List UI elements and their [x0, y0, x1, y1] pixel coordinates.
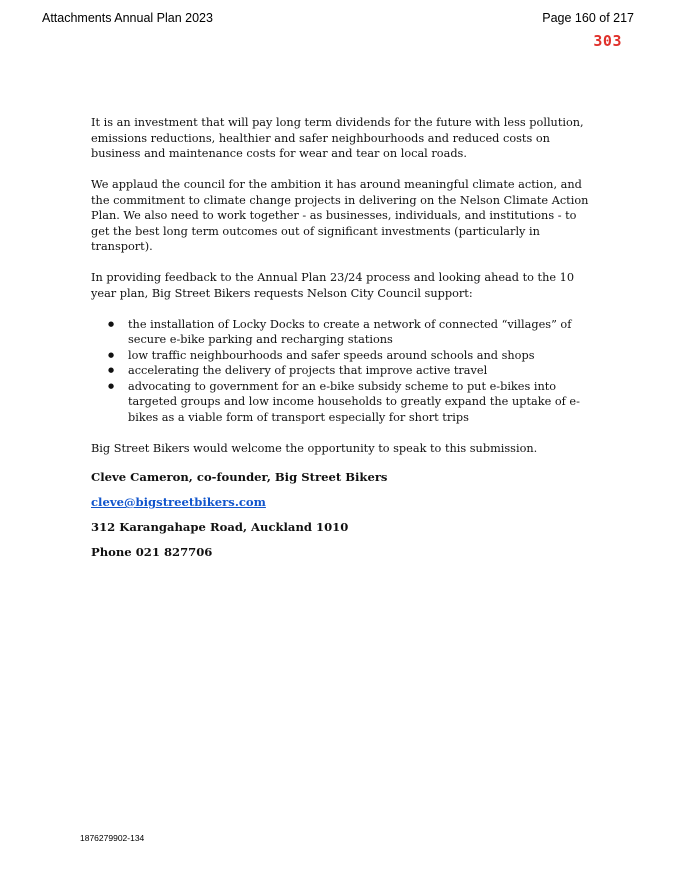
document-id: 1876279902-134 — [80, 833, 145, 843]
page-number: 303 — [593, 32, 622, 50]
email-link[interactable]: cleve@bigstreetbikers.com — [91, 495, 266, 509]
header-page-count: Page 160 of 217 — [542, 11, 634, 25]
paragraph-investment: It is an investment that will pay long term dividends for the future with less pollution, emissions reductions, healthier and safer neighbourhoods and reduced costs on business and maintenance costs for wear and tear on local roads. — [91, 116, 584, 160]
signatory-name: Cleve Cameron, co-founder, Big Street Bikers — [91, 470, 388, 484]
list-item: ● the installation of Locky Docks to create a network of connected “villages” of secure e-bike parking and recharging stations — [128, 317, 591, 348]
list-item: ● advocating to government for an e-bike subsidy scheme to put e-bikes into targeted groups and low income households to greatly expand the uptake of e-bikes as a viable form of transport especially for short trips — [128, 379, 591, 426]
list-item: ● accelerating the delivery of projects that improve active travel — [128, 363, 591, 379]
paragraph-applaud: We applaud the council for the ambition it has around meaningful climate action, and the commitment to climate change projects in delivering on the Nelson Climate Action Plan. We also need to work together - as businesses, individuals, and institutions - to get the best long term outcomes out of significant investments (particularly in transport). — [91, 178, 589, 253]
header-title: Attachments Annual Plan 2023 — [42, 11, 213, 25]
paragraph-closing: Big Street Bikers would welcome the opportunity to speak to this submission. — [91, 441, 538, 455]
request-list — [91, 317, 591, 426]
signature-block — [91, 470, 387, 570]
phone-number: Phone 021 827706 — [91, 545, 213, 559]
paragraph-feedback: In providing feedback to the Annual Plan 23/24 process and looking ahead to the 10 year plan, Big Street Bikers requests Nelson City Council support: — [91, 271, 575, 300]
letter-body — [91, 115, 591, 472]
list-item: ● low traffic neighbourhoods and safer speeds around schools and shops — [128, 348, 591, 364]
postal-address: 312 Karangahape Road, Auckland 1010 — [91, 520, 349, 534]
